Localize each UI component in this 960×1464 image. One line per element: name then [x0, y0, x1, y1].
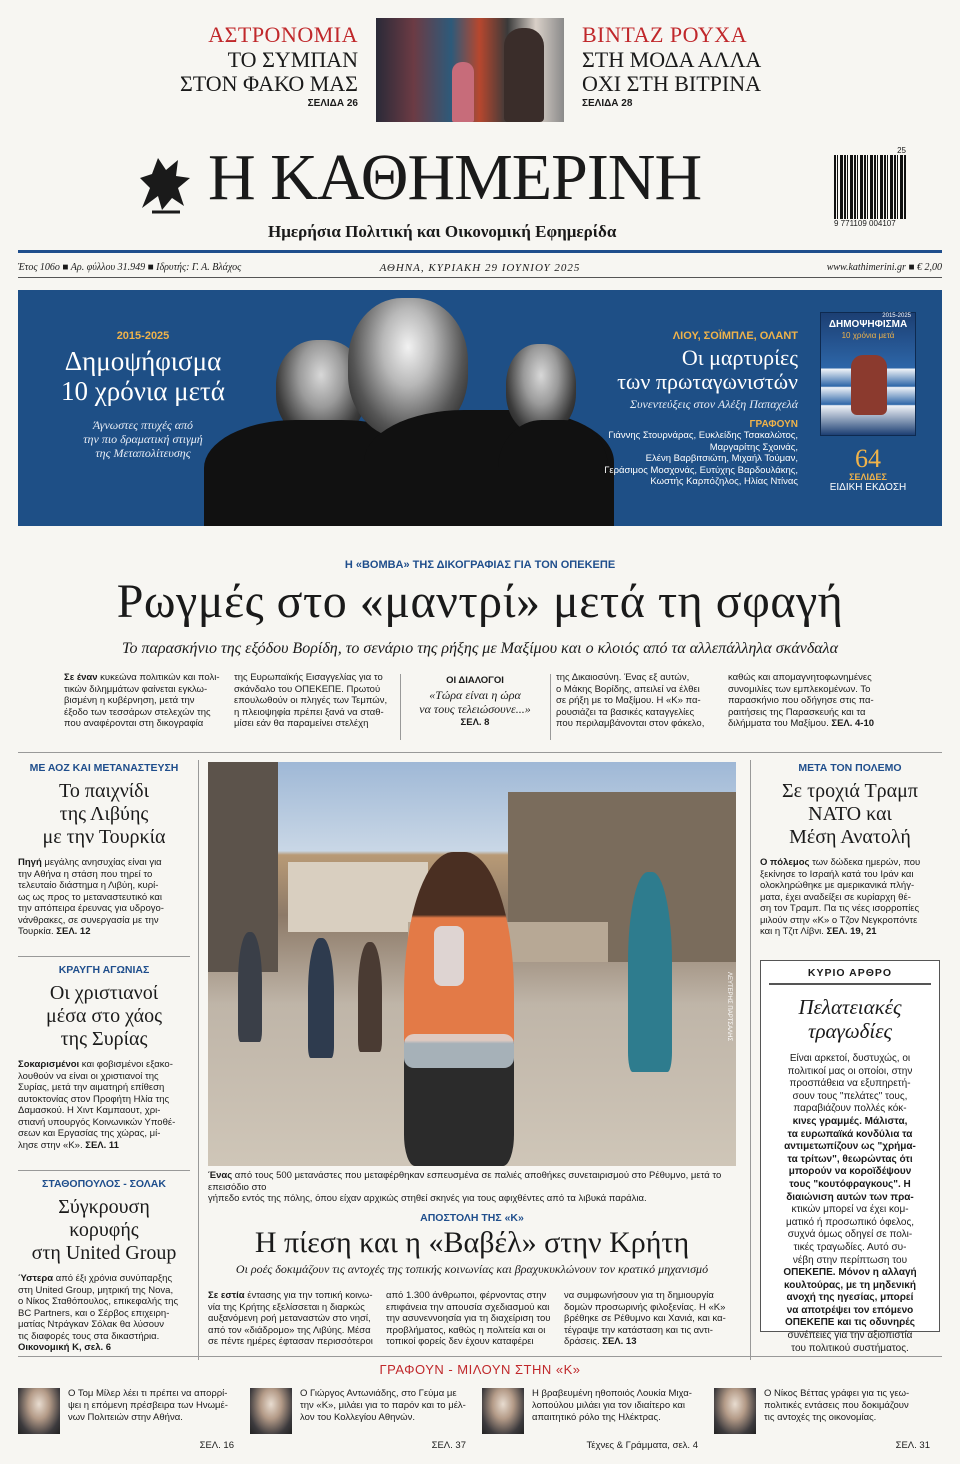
story-head-line: ΝΑΤΟ και [808, 803, 892, 825]
crete-col-3 [564, 1290, 736, 1348]
story-text: Δαμασκού. Η Χιντ Καμπαουτ, χρι- [18, 1105, 161, 1116]
lead-text: της Δικαιοσύνη. Ένας εξ αυτών, [556, 672, 690, 683]
lead-col-4 [728, 672, 894, 730]
lead-text: που περιλαμβάνονται στον φάκελο, [556, 718, 705, 729]
band-writers-line: Κωστής Καρπόζηλος, Ηλίας Ντίνας [650, 476, 798, 487]
crete-text: προβλήματος, καθώς η πολιτεία και οι [386, 1324, 546, 1336]
lead-text: τικών διλημμάτων φαίνεται εγκλω- [64, 683, 208, 695]
lead-text: συνομιλίες των εμπλεκομένων. Το [728, 683, 871, 695]
story-head-line: στη United Group [31, 1242, 177, 1264]
band-headline-line: Οι μαρτυρίες [681, 345, 798, 370]
lead-page: ΣΕΛ. 4-10 [831, 718, 875, 729]
promo-page: ΣΕΛΙΔΑ 28 [582, 98, 633, 109]
crete-text: την ασυνεννοησία για τη διαχείριση του [386, 1313, 551, 1324]
editorial-line: πολιτικοί μας οι οποίοι, στην [787, 1065, 913, 1077]
quote-label: ΟΙ ΔΙΑΛΟΓΟΙ [446, 675, 504, 686]
crete-headline: Η πίεση και η «Βαβέλ» στην Κρήτη [254, 1226, 690, 1259]
griffin-logo-icon [132, 148, 198, 218]
story-text: ως ως προς το μεταναστευτικό και [18, 891, 163, 903]
promo-kicker: ΒΙΝΤΑΖ ΡΟΥΧΑ [582, 22, 748, 47]
migrants-photo[interactable] [208, 762, 736, 1166]
promo-headline-line: ΟΧΙ ΣΤΗ ΒΙΤΡΙΝΑ [582, 71, 762, 96]
editorial-line: τικές τραγωδίες. Αυτό συ- [793, 1241, 907, 1253]
crete-text: αυξανόμενη ροή μεταναστών στο νησί, [208, 1313, 371, 1324]
person-shape [358, 942, 382, 1052]
story-united-group[interactable] [18, 1178, 190, 1354]
lead-text: ρουσιάζει τα βασικές καταγγελίες [556, 706, 695, 718]
story-text: σεων και Εργασίας της χώρας, μί- [18, 1128, 161, 1139]
promo-kicker: ΑΣΤΡΟΝΟΜΙΑ [208, 22, 358, 47]
story-head-line: μέσα στο χάος [45, 1005, 163, 1027]
photo-caption [208, 1170, 736, 1205]
strip-line: Ο Τομ Μίλερ λέει τι πρέπει να απορρί- [68, 1388, 228, 1399]
strip-page: ΣΕΛ. 31 [895, 1440, 930, 1451]
band-sub-line: της Μεταπολίτευσης [95, 446, 191, 460]
lead-text: ο Μάκης Βορίδης, απειλεί να έλθει [556, 683, 700, 695]
story-kicker: ΜΕΤΑ ΤΟΝ ΠΟΛΕΜΟ [798, 762, 902, 774]
book-title: ΔΗΜΟΨΗΦΙΣΜΑ [828, 319, 908, 330]
strip-page: Τέχνες & Γράμματα, σελ. 4 [586, 1440, 698, 1451]
barcode-number: 9 771109 004107 [834, 219, 896, 228]
section-rule [18, 752, 942, 753]
editorial-line: παραβιάζουν πολλές κόκ- [793, 1103, 907, 1115]
crete-lede: Σε εστία [208, 1290, 245, 1301]
story-text: μεγάλης ανησυχίας είναι για [41, 857, 162, 868]
lead-text: που αναφέρονται στη δικογραφία [64, 718, 204, 729]
lead-text: μίσει εάν θα παραμείνει στελέχη [234, 718, 369, 729]
editorial-line: ματικό ή προσωπικό όφελος, [785, 1216, 915, 1228]
lead-lede: Σε έναν [64, 672, 98, 683]
editorial-box[interactable] [760, 960, 940, 1354]
band-kicker: 2015-2025 [116, 330, 170, 342]
lead-text: διλήμματα του Μαξίμου. [728, 718, 829, 729]
lead-kicker: Η «ΒΟΜΒΑ» ΤΗΣ ΔΙΚΟΓΡΑΦΙΑΣ ΓΙΑ ΤΟΝ ΟΠΕΚΕΠΕ [344, 559, 616, 571]
story-text: στιανή υπουργός Κοινωνικών Υποθέ- [18, 1116, 176, 1128]
avatar [18, 1388, 60, 1434]
story-head-line: Οι χριστιανοί [49, 982, 159, 1004]
story-lede: Ο πόλεμος [760, 857, 810, 868]
strip-line: Ο Νίκος Βέττας γράφει για τις γεω- [764, 1388, 910, 1399]
strip-line: λοπούλου μιλάει για τον ιδιαίτερο και [532, 1399, 685, 1411]
story-head-line: Σύγκρουση [58, 1196, 150, 1218]
editorial-line: τους "κουτόφραγκους". Η [789, 1178, 911, 1190]
story-text: λουθούν να είναι οι χριστιανοί της [18, 1070, 159, 1082]
issue-number: 25 [897, 146, 906, 155]
promo-astronomy[interactable] [152, 22, 372, 109]
referendum-feature-band[interactable] [18, 290, 942, 526]
book-subtitle: 10 χρόνια μετά [841, 331, 895, 340]
crete-text: σε πέντε ημέρες έφτασαν περισσότεροι [208, 1336, 373, 1347]
story-head-line: Σε τροχιά Τραμπ [782, 780, 918, 802]
story-text: Συρίας, μετά την αιματηρή επίθεση [18, 1082, 165, 1093]
special-edition-cover [820, 312, 916, 436]
lead-headline[interactable]: Ρωγμές στο «μαντρί» μετά τη σφαγή [116, 575, 844, 628]
edition-label: ΕΙΔΙΚΗ ΕΚΔΟΣΗ [829, 482, 907, 493]
lead-text: επουλωθούν οι πληγές των Τεμπών, [234, 695, 388, 706]
lead-text: ραιτήσεις της Παρασκευής και τα [728, 706, 866, 718]
lead-text: βισμένη η κυβέρνηση, μετά την [64, 695, 195, 706]
water-bottles-shape [404, 1034, 514, 1068]
editorial-head-line: τραγωδίες [807, 1019, 893, 1043]
story-text: ματίας Ντράγκαν Σόλακ θα λύσουν [18, 1319, 165, 1330]
strip-line: τις αντοχές της οικονομίας. [764, 1411, 877, 1423]
band-writers-line: Γιάννης Στουρνάρας, Ευκλείδης Τσακαλώτος, [608, 430, 798, 441]
story-text: ξεκίνησε το Ισραήλ κατά του Ιράν και [760, 868, 914, 880]
quote-line: να τους τελειώσουνε...» [419, 702, 531, 716]
photo-credit: ΛΕΥΤΕΡΗΣ ΠΑΡΤΣΑΛΗΣ [726, 972, 732, 1042]
pages-label: ΣΕΛΙΔΕΣ [849, 472, 887, 482]
quote-page: ΣΕΛ. 8 [460, 717, 490, 728]
lead-text: σκάνδαλο του ΟΠΕΚΕΠΕ. Πρωτού [234, 683, 381, 695]
story-text: μιλούν στην «Κ» ο Τζον Νεγκροπόντε [760, 914, 918, 926]
editorial-line: κινες γραμμές. Μάλιστα, [792, 1115, 908, 1127]
building-white [288, 862, 428, 932]
strip-page: ΣΕΛ. 37 [431, 1440, 466, 1451]
band-sub-line: την πιο δραματική στιγμή [83, 432, 203, 446]
crete-text: έντασης για την τοπική κοινω- [244, 1290, 373, 1301]
story-head-line: της Συρίας [60, 1028, 148, 1050]
story-page: ΣΕΛ. 19, 21 [826, 926, 877, 937]
promo-vintage[interactable] [568, 22, 788, 109]
strip-line: την «Κ», μιλάει για το παρόν και το μέλ- [300, 1399, 466, 1411]
strip-title: ΓΡΑΦΟΥΝ - ΜΙΛΟΥΝ ΣΤΗΝ «Κ» [379, 1362, 581, 1377]
editorial-line: ΟΠΕΚΕΠΕ. Μόνον η αλλαγή [783, 1267, 917, 1279]
strip-line: Η βραβευμένη ηθοποιός Λουκία Μιχα- [532, 1388, 692, 1399]
editorial-line: αντιμετωπίζουν ως "χρήμα- [784, 1141, 916, 1153]
strip-page: ΣΕΛ. 16 [199, 1440, 234, 1451]
story-text: νάνθρακες, σε συνεργασία με την [18, 914, 159, 926]
strip-item-antoniadis[interactable] [250, 1388, 482, 1452]
story-head-line: της Λιβύης [59, 803, 149, 825]
editorial-line: να αποτρέψει τον επόμενο [786, 1304, 914, 1316]
story-rule [18, 1170, 190, 1171]
quote-line: «Τώρα είναι η ώρα [429, 688, 521, 702]
story-page: Οικονομική Κ, σελ. 6 [18, 1342, 112, 1353]
story-text: ολοκληρώθηκε με αμερικανικά πλήγ- [760, 880, 915, 891]
story-text: στη United Group, μητρική της Nova, [18, 1284, 174, 1296]
promo-page: ΣΕΛΙΔΑ 26 [307, 98, 358, 109]
barcode-bars [834, 155, 906, 219]
promo-headline-line: ΣΤΟΝ ΦΑΚΟ ΜΑΣ [179, 71, 358, 96]
band-kicker: ΛΙΟΥ, ΣΟΪΜΠΛΕ, ΟΛΑΝΤ [672, 330, 798, 342]
mannequin-shape [452, 62, 474, 122]
promo-headline-line: ΤΟ ΣΥΜΠΑΝ [227, 47, 358, 72]
lead-text: παρασκήνιο που οδήγησε στις πα- [728, 695, 874, 706]
barcode [834, 146, 906, 230]
divider [550, 674, 551, 740]
story-lede: Σοκαρισμένοι [18, 1059, 80, 1070]
story-rule [18, 956, 190, 957]
strip-item-miller[interactable] [18, 1388, 250, 1452]
band-sub-line: Άγνωστες πτυχές από [92, 418, 194, 432]
story-text: ση τον Τραμπ. Πα τις νέες ισορροπίες [760, 903, 920, 914]
band-headline-line: 10 χρόνια μετά [61, 376, 225, 406]
masthead-subtitle: Ημερήσια Πολιτική και Οικονομική Εφημερίδα [268, 222, 617, 241]
column-divider [750, 760, 751, 1360]
crete-text: τέγραψε την κατάσταση και τις αντι- [564, 1324, 713, 1336]
story-syria[interactable] [18, 964, 190, 1151]
story-text: των δώδεκα ημερών, που [809, 857, 921, 868]
crete-text: νία της Κρήτης εξελίσσεται η διαρκώς [208, 1301, 365, 1313]
editorial-line: σουν τους "πελάτες" τους, [792, 1090, 908, 1102]
band-writers-label: ΓΡΑΦΟΥΝ [749, 419, 798, 430]
avatar [250, 1388, 292, 1434]
crete-text: δομών προσωρινής φιλοξενίας. Η «Κ» [564, 1301, 726, 1313]
lead-quote-box[interactable] [404, 674, 546, 730]
story-text: λησε στην «Κ». [18, 1139, 83, 1151]
crete-text: από 1.300 άνθρωποι, φέρνοντας στην [386, 1290, 547, 1301]
crete-text: τοπικοί φορείς δεν έχουν καταφέρει [386, 1336, 534, 1347]
dateline-date: ΑΘΗΝΑ, ΚΥΡΙΑΚΗ 29 ΙΟΥΝΙΟΥ 2025 [379, 262, 581, 274]
pages-count: 64 [855, 444, 881, 473]
story-kicker: ΚΡΑΥΓΗ ΑΓΩΝΙΑΣ [58, 964, 150, 976]
strip-line: νων Πολιτειών στην Αθήνα. [68, 1411, 183, 1423]
editorial-line: ΟΠΕΚΕΠΕ και τις οδυνηρές [785, 1317, 915, 1329]
avatar [482, 1388, 524, 1434]
editorial-kicker: ΚΥΡΙΟ ΑΡΘΡΟ [769, 961, 931, 985]
band-writers-line: Ελένη Βαρβιτσιώτη, Μιχαήλ Τούμαν, [645, 453, 798, 464]
lead-text: έξοδο των τεσσάρων στελεχών της [64, 706, 211, 718]
editorial-line: του πολιτικού συστήματος. [791, 1342, 909, 1354]
story-libya[interactable] [18, 762, 190, 938]
story-lede: Ύστερα [18, 1273, 54, 1284]
masthead-rule [18, 250, 942, 253]
crete-col-2 [386, 1290, 556, 1348]
person-shape [238, 932, 262, 1042]
book-years: 2015-2025 [882, 313, 911, 319]
story-head-line: Μέση Ανατολή [789, 826, 911, 848]
story-text: και φοβισμένοι εξακο- [79, 1059, 173, 1070]
dateline-rule [18, 277, 942, 278]
crete-text: να συμφωνήσουν για τη δημιουργία [564, 1290, 714, 1301]
story-text: ο Νίκος Σταθόπουλος, επικεφαλής της [18, 1296, 179, 1307]
promo-photo [376, 18, 564, 122]
story-lede: Πηγή [18, 857, 42, 868]
band-writers-line: Μαργαρίτης Σχοινάς, [709, 441, 798, 453]
dateline-left: Έτος 106ο ■ Αρ. φύλλου 31.949 ■ Ιδρυτής: Γ. Α. Βλάχος [18, 262, 242, 273]
dateline-right[interactable]: www.kathimerini.gr ■ € 2,00 [826, 262, 942, 273]
band-writers-line: Γεράσιμος Μοσχονάς, Ευτύχης Βαρδουλάκης, [604, 464, 798, 476]
crete-deck: Οι ροές δοκιμάζουν τις αντοχές της τοπικής κοινωνίας και βραχυκυκλώνουν τον κρατικό μηχανισμό [235, 1262, 709, 1276]
caption-text: γήπεδο εντός της πόλης, όπου είχαν αρχικώς στηθεί σκηνές για τους αφιχθέντες από τα λιβυκά παράλια. [208, 1193, 647, 1204]
editorial-body [761, 1043, 939, 1355]
story-text: από έξι χρόνια συνύπαρξης [53, 1273, 173, 1284]
editorial-line: ανοχή της ηγεσίας, μπορεί [786, 1292, 914, 1304]
story-trump-nato[interactable] [760, 762, 940, 938]
strip-item-michalopoulou[interactable] [482, 1388, 714, 1452]
strip-item-vettas[interactable] [714, 1388, 946, 1452]
editorial-line: νέβη στην περίπτωση του [792, 1254, 908, 1266]
editorial-line: τα ευρωπαϊκά κονδύλια τα [787, 1128, 913, 1140]
lead-text: η πλειοψηφία πρέπει ξανά να σταθ- [234, 706, 384, 718]
strip-line: ψει η επόμενη πρέσβειρα των Ηνωμέ- [68, 1399, 228, 1411]
story-text: τελευταίο διάστημα η Λιβύη, κυρί- [18, 880, 159, 891]
editorial-line: συνέπειες για την αξιοπιστία [787, 1330, 913, 1342]
caption-lede: Ένας [208, 1170, 233, 1181]
strip-line: πολιτικές εντάσεις που δοκιμάζουν [764, 1399, 909, 1411]
lead-deck: Το παρασκήνιο της εξόδου Βορίδη, το σενάριο της ρήξης με Μαξίμου και ο κλοιός από τα αλλεπάλληλα σκάνδαλα [122, 640, 838, 657]
editorial-line: κουλτούρας, με τη μηδενική [784, 1279, 916, 1291]
person-teal-shirt [628, 872, 672, 1072]
band-interviews: Συνεντεύξεις στον Αλέξη Παπαχελά [629, 397, 798, 411]
caption-text: από τους 500 μετανάστες που μεταφέρθηκαν εσπευσμένα σε παλιές αποθήκες συνεταιρισμού στο Ρέθυμνο, μετά το επεισόδιο στο [208, 1170, 722, 1193]
story-text: ματα, έχει αναδείξει σε κυρίαρχη θέ- [760, 891, 911, 903]
story-head-line: με την Τουρκία [42, 826, 166, 848]
masthead-title[interactable]: Η ΚΑΘΗΜΕΡΙΝΗ [208, 141, 702, 214]
story-text: αυτοκτονίας στον Προφήτη Ηλία της [18, 1093, 170, 1105]
crete-col-1 [208, 1290, 378, 1348]
editorial-line: διαιώνιση αυτών των πρα- [786, 1191, 914, 1203]
editorial-line: κτικών μπορεί να έχει κομ- [791, 1204, 909, 1216]
strip-rule [18, 1356, 942, 1357]
crete-text: δράσεις. [564, 1336, 600, 1347]
lead-text: σε ρήξη με το Μαξίμου. Η «Κ» πα- [556, 695, 701, 706]
lead-text: καθώς και απομαγνητοφωνημένες [728, 672, 872, 683]
promo-headline-line: ΣΤΗ ΜΟΔΑ ΑΛΛΑ [582, 47, 762, 72]
editorial-line: μπορούν να κοροϊδέψουν [788, 1166, 912, 1178]
strip-line: λον του Κολλεγίου Αθηνών. [300, 1411, 415, 1423]
editorial-line: συχνά όμως οδηγεί σε πολι- [787, 1229, 913, 1241]
strip-line: απαιτητικό ρόλο της Ηλέκτρας. [532, 1411, 661, 1423]
story-kicker: ΑΠΟΣΤΟΛΗ ΤΗΣ «Κ» [420, 1212, 524, 1224]
band-headline-line: των πρωταγωνιστών [617, 369, 798, 394]
story-text: την Αθήνα η στάση που τηρεί το [18, 868, 153, 880]
editorial-head-line: Πελατειακές [798, 995, 902, 1019]
story-text: BC Partners, και ο Σέρβος επιχειρη- [18, 1307, 170, 1319]
story-text: τις διαφορές τους στα δικαστήρια. [18, 1330, 160, 1342]
crete-page: ΣΕΛ. 13 [602, 1336, 637, 1347]
story-page: ΣΕΛ. 11 [85, 1139, 119, 1151]
editorial-line: Είναι αρκετοί, δυστυχώς, οι [789, 1053, 911, 1064]
story-text: Τουρκία. [18, 926, 54, 937]
lead-text: της Ευρωπαϊκής Εισαγγελίας για το [234, 672, 383, 683]
story-head-line: κορυφής [69, 1219, 139, 1241]
story-crete[interactable] [208, 1212, 736, 1277]
story-text: και η Τζιτ Λίβνι. [760, 926, 824, 937]
promo-bar [152, 18, 788, 122]
crete-text: από τον «διάδρομο» της Λιβύης. Μέσα [208, 1324, 371, 1336]
story-text: την απόπειρα έρευνας για υδρογο- [18, 903, 164, 914]
lead-col-2 [234, 672, 392, 730]
lead-col-3 [556, 672, 716, 730]
lead-col-1 [64, 672, 226, 730]
story-kicker: ΜΕ ΑΟΖ ΚΑΙ ΜΕΤΑΝΑΣΤΕΥΣΗ [29, 762, 179, 774]
divider [400, 674, 401, 740]
story-kicker: ΣΤΑΘΟΠΟΥΛΟΣ - ΣΟΛΑΚ [42, 1178, 166, 1190]
person-shape [308, 938, 334, 1058]
hand-shape [851, 355, 887, 415]
water-bottle-shape [434, 926, 464, 986]
strip-line: Ο Γιώργος Αντωνιάδης, στο Γεύμα με [300, 1388, 457, 1399]
woman-figure-shape [504, 28, 544, 122]
crete-text: επιφάνεια την απουσία σχεδιασμού και [386, 1301, 550, 1313]
editorial-line: προσπάθεια να εξυπηρετή- [789, 1078, 911, 1090]
lead-text: κυκεώνα πολιτικών και πολι- [97, 672, 220, 683]
band-headline-line: Δημοψήφισμα [64, 346, 222, 376]
avatar [714, 1388, 756, 1434]
story-head-line: Το παιχνίδι [59, 780, 149, 802]
editorial-line: τα τρίτων", θεωρώντας ότι [787, 1153, 913, 1165]
crete-text: βρέθηκε σε Ρέθυμνο και Χανιά, και κα- [564, 1313, 726, 1324]
story-page: ΣΕΛ. 12 [56, 926, 91, 937]
column-divider [198, 760, 199, 1360]
young-man-orange-shirt [404, 852, 514, 1166]
